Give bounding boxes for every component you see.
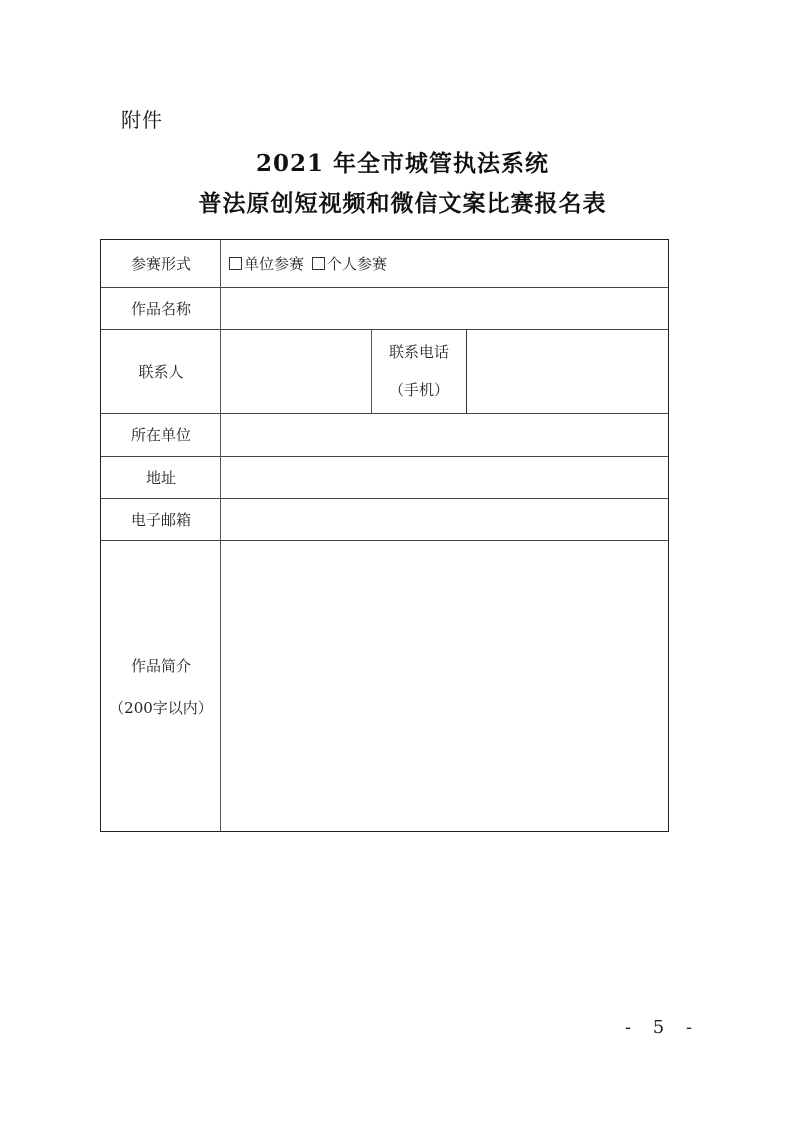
contact-person-field[interactable]	[221, 329, 371, 413]
work-name-label: 作品名称	[130, 299, 191, 318]
organization-label: 所在单位	[130, 426, 191, 444]
page-number: - 5 -	[625, 1017, 701, 1038]
option-individual-label: 个人参赛	[327, 255, 388, 273]
attachment-label: 附件	[121, 108, 163, 132]
checkbox-icon[interactable]	[229, 257, 242, 270]
work-intro-label-line2: （200字以内）	[109, 698, 213, 717]
option-unit-label: 单位参赛	[244, 255, 305, 273]
contact-phone-label-line2: （手机）	[388, 381, 449, 399]
work-intro-field[interactable]	[221, 540, 670, 833]
registration-form-table	[100, 239, 669, 832]
participation-label: 参赛形式	[130, 255, 191, 273]
participation-options	[221, 240, 670, 287]
checkbox-individual[interactable]	[312, 253, 387, 274]
address-label: 地址	[145, 468, 176, 487]
email-field[interactable]	[221, 498, 670, 540]
work-intro-label	[101, 540, 221, 833]
contact-phone-field[interactable]	[467, 329, 670, 413]
work-intro-label-line1: 作品简介	[130, 656, 191, 675]
form-title-line1: 2021 年全市城管执法系统	[255, 150, 550, 177]
contact-phone-label-line1: 联系电话	[388, 343, 449, 361]
contact-phone-label	[372, 329, 466, 413]
contact-person-label: 联系人	[138, 362, 184, 381]
checkbox-icon[interactable]	[312, 257, 325, 270]
form-title-line2: 普法原创短视频和微信文案比赛报名表	[198, 190, 607, 217]
organization-field[interactable]	[221, 413, 670, 456]
work-name-field[interactable]	[221, 287, 670, 329]
checkbox-unit[interactable]	[229, 253, 304, 274]
email-label: 电子邮箱	[130, 510, 191, 529]
address-field[interactable]	[221, 456, 670, 498]
